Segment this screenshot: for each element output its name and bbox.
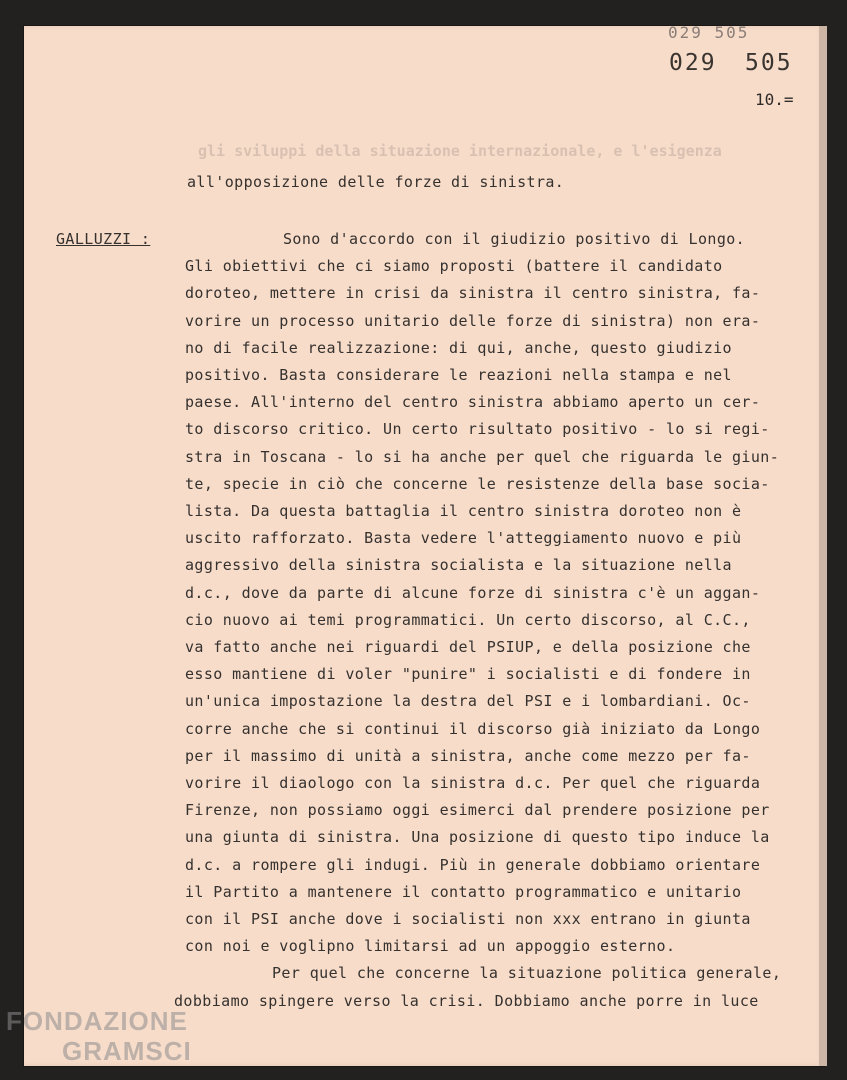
text-line: cio nuovo ai temi programmatici. Un certo discorso, al C.C.,: [185, 611, 751, 629]
text-line: vorire il diaologo con la sinistra d.c. Per quel che riguarda: [185, 774, 761, 792]
text-line: il Partito a mantenere il contatto programmatico e unitario: [185, 883, 742, 901]
watermark-line-2: GRAMSCI: [62, 1036, 192, 1066]
text-line: d.c., dove da parte di alcune forze di sinistra c'è un aggan-: [185, 584, 761, 602]
archive-stamp-faint: 029 505: [668, 23, 750, 42]
text-line: Per quel che concerne la situazione politica generale,: [272, 964, 782, 982]
text-line: vorire un processo unitario delle forze di sinistra) non era-: [185, 312, 761, 330]
archive-stamp-left: 029: [669, 50, 717, 76]
text-line: te, specie in ciò che concerne le resistenze della base socia-: [185, 475, 770, 493]
bleed-through-text: gli sviluppi della situazione internazionale, e l'esigenza: [198, 142, 722, 160]
text-line: positivo. Basta considerare le reazioni nella stampa e nel: [185, 366, 732, 384]
page-number: 10.=: [755, 90, 794, 109]
text-line: va fatto anche nei riguardi del PSIUP, e della posizione che: [185, 638, 751, 656]
text-line: uscito rafforzato. Basta vedere l'atteggiamento nuovo e più: [185, 529, 742, 547]
page-edge: [819, 26, 827, 1066]
opening-line: all'opposizione delle forze di sinistra.: [187, 173, 565, 191]
text-line: no di facile realizzazione: di qui, anche, questo giudizio: [185, 339, 732, 357]
text-line: dobbiamo spingere verso la crisi. Dobbiamo anche porre in luce: [174, 992, 759, 1010]
text-line: doroteo, mettere in crisi da sinistra il centro sinistra, fa-: [185, 284, 761, 302]
text-line: per il massimo di unità a sinistra, anche come mezzo per fa-: [185, 747, 751, 765]
text-line: una giunta di sinistra. Una posizione di questo tipo induce la: [185, 828, 770, 846]
watermark-logo: [6, 1006, 192, 1066]
text-line: Sono d'accordo con il giudizio positivo di Longo.: [283, 230, 746, 248]
text-line: Gli obiettivi che ci siamo proposti (battere il candidato: [185, 257, 723, 275]
text-line: aggressivo della sinistra socialista e la situazione nella: [185, 556, 732, 574]
watermark-line-1: FONDAZIONE: [6, 1006, 188, 1036]
text-line: paese. All'interno del centro sinistra abbiamo aperto un cer-: [185, 393, 761, 411]
text-line: un'unica impostazione la destra del PSI e i lombardiani. Oc-: [185, 692, 751, 710]
text-line: to discorso critico. Un certo risultato positivo - lo si regi-: [185, 420, 770, 438]
speaker-label: GALLUZZI :: [56, 230, 151, 248]
archive-stamp-right: 505: [745, 50, 793, 76]
text-line: esso mantiene di voler "punire" i socialisti e di fondere in: [185, 665, 751, 683]
text-line: corre anche che si continui il discorso già iniziato da Longo: [185, 720, 761, 738]
text-line: con noi e voglipno limitarsi ad un appoggio esterno.: [185, 937, 676, 955]
text-line: d.c. a rompere gli indugi. Più in generale dobbiamo orientare: [185, 856, 761, 874]
text-line: con il PSI anche dove i socialisti non xxx entrano in giunta: [185, 910, 751, 928]
text-line: lista. Da questa battaglia il centro sinistra doroteo non è: [185, 502, 742, 520]
text-line: stra in Toscana - lo si ha anche per quel che riguarda le giun-: [185, 448, 780, 466]
text-line: Firenze, non possiamo oggi esimerci dal prendere posizione per: [185, 801, 770, 819]
